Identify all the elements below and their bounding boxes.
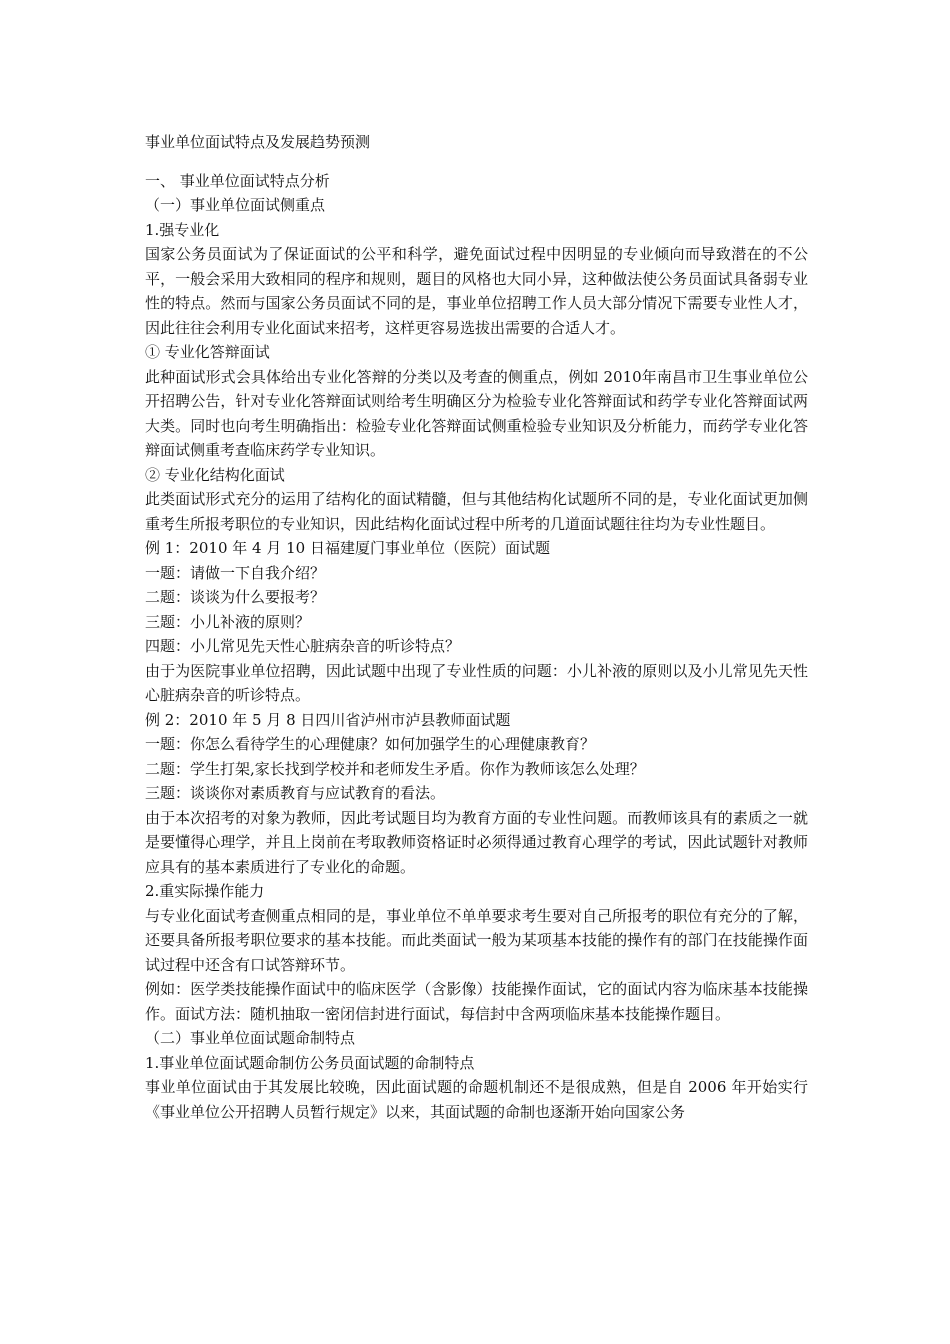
point-heading: 2.重实际操作能力 — [145, 882, 265, 900]
body-paragraph: 此类面试形式充分的运用了结构化的面试精髓，但与其他结构化试题所不同的是，专业化面试更加侧重考生所报考职位的专业知识，因此结构化面试过程中所考的几道面试题往往均为专业性题目。 — [145, 490, 808, 533]
body-paragraph: 例如：医学类技能操作面试中的临床医学（含影像）技能操作面试，它的面试内容为临床基本技能操作。面试方法：随机抽取一密闭信封进行面试，每信封中含两项临床基本技能操作题目。 — [145, 980, 808, 1023]
example-heading: 例 1：2010 年 4 月 10 日福建厦门事业单位（医院）面试题 — [145, 539, 550, 557]
question-line: 三题：小儿补液的原则？ — [145, 612, 311, 631]
body-paragraph: 与专业化面试考查侧重点相同的是，事业单位不单单要求考生要对自己所报考的职位有充分的了解，还要具备所报考职位要求的基本技能。而此类面试一般为某项基本技能的操作有的部门在技能操作面试过程中还含有口试答辩环节。 — [145, 906, 808, 974]
question-line: 一题：请做一下自我介绍？ — [145, 563, 326, 582]
body-paragraph: 国家公务员面试为了保证面试的公平和科学，避免面试过程中因明显的专业倾向而导致潜在的不公平，一般会采用大致相同的程序和规则，题目的风格也大同小异，这种做法使公务员面试具备弱专业性的特点。然而与国家公务员面试不同的是，事业单位招聘工作人员大部分情况下需要专业性人才，因此往往会利用专业化面试来招考，这样更容易选拔出需要的合适人才。 — [145, 245, 808, 337]
body-paragraph: 事业单位面试由于其发展比较晚，因此面试题的命题机制还不是很成熟，但是自 2006 年开始实行《事业单位公开招聘人员暂行规定》以来，其面试题的命制也逐渐开始向国家公务 — [145, 1078, 808, 1121]
section-heading: 一、 事业单位面试特点分析 — [145, 171, 330, 190]
question-line: 一题：你怎么看待学生的心理健康？如何加强学生的心理健康教育？ — [145, 735, 596, 753]
document-page — [145, 130, 808, 1124]
body-paragraph: 由于本次招考的对象为教师，因此考试题目均为教育方面的专业性问题。而教师该具有的素质之一就是要懂得心理学，并且上岗前在考取教师资格证时必须得通过教育心理学的考试，因此试题针对教师应具有的基本素质进行了专业化的命题。 — [145, 808, 808, 876]
point-heading: 1.事业单位面试题命制仿公务员面试题的命制特点 — [145, 1053, 475, 1072]
body-paragraph: 由于为医院事业单位招聘，因此试题中出现了专业性质的问题：小儿补液的原则以及小儿常见先天性心脏病杂音的听诊特点。 — [145, 661, 808, 704]
subsection-heading: （二）事业单位面试题命制特点 — [145, 1029, 356, 1047]
item-heading: ① 专业化答辩面试 — [145, 343, 270, 361]
question-line: 二题：谈谈为什么要报考？ — [145, 588, 326, 606]
point-heading: 1.强专业化 — [145, 220, 220, 239]
subsection-heading: （一）事业单位面试侧重点 — [145, 196, 326, 214]
example-heading: 例 2：2010 年 5 月 8 日四川省泸州市泸县教师面试题 — [145, 710, 511, 729]
question-line: 二题：学生打架,家长找到学校并和老师发生矛盾。你作为教师该怎么处理？ — [145, 759, 645, 778]
question-line: 四题：小儿常见先天性心脏病杂音的听诊特点？ — [145, 637, 461, 655]
item-heading: ② 专业化结构化面试 — [145, 465, 285, 484]
body-paragraph: 此种面试形式会具体给出专业化答辩的分类以及考查的侧重点，例如 2010年南昌市卫生事业单位公开招聘公告，针对专业化答辩面试则给考生明确区分为检验专业化答辩面试和药学专业化答辩面试两大类。同时也向考生明确指出：检验专业化答辩面试侧重检验专业知识及分析能力，而药学专业化答辩面试侧重考查临床药学专业知识。 — [145, 367, 808, 459]
document-title: 事业单位面试特点及发展趋势预测 — [145, 133, 371, 151]
question-line: 三题：谈谈你对素质教育与应试教育的看法。 — [145, 784, 446, 802]
